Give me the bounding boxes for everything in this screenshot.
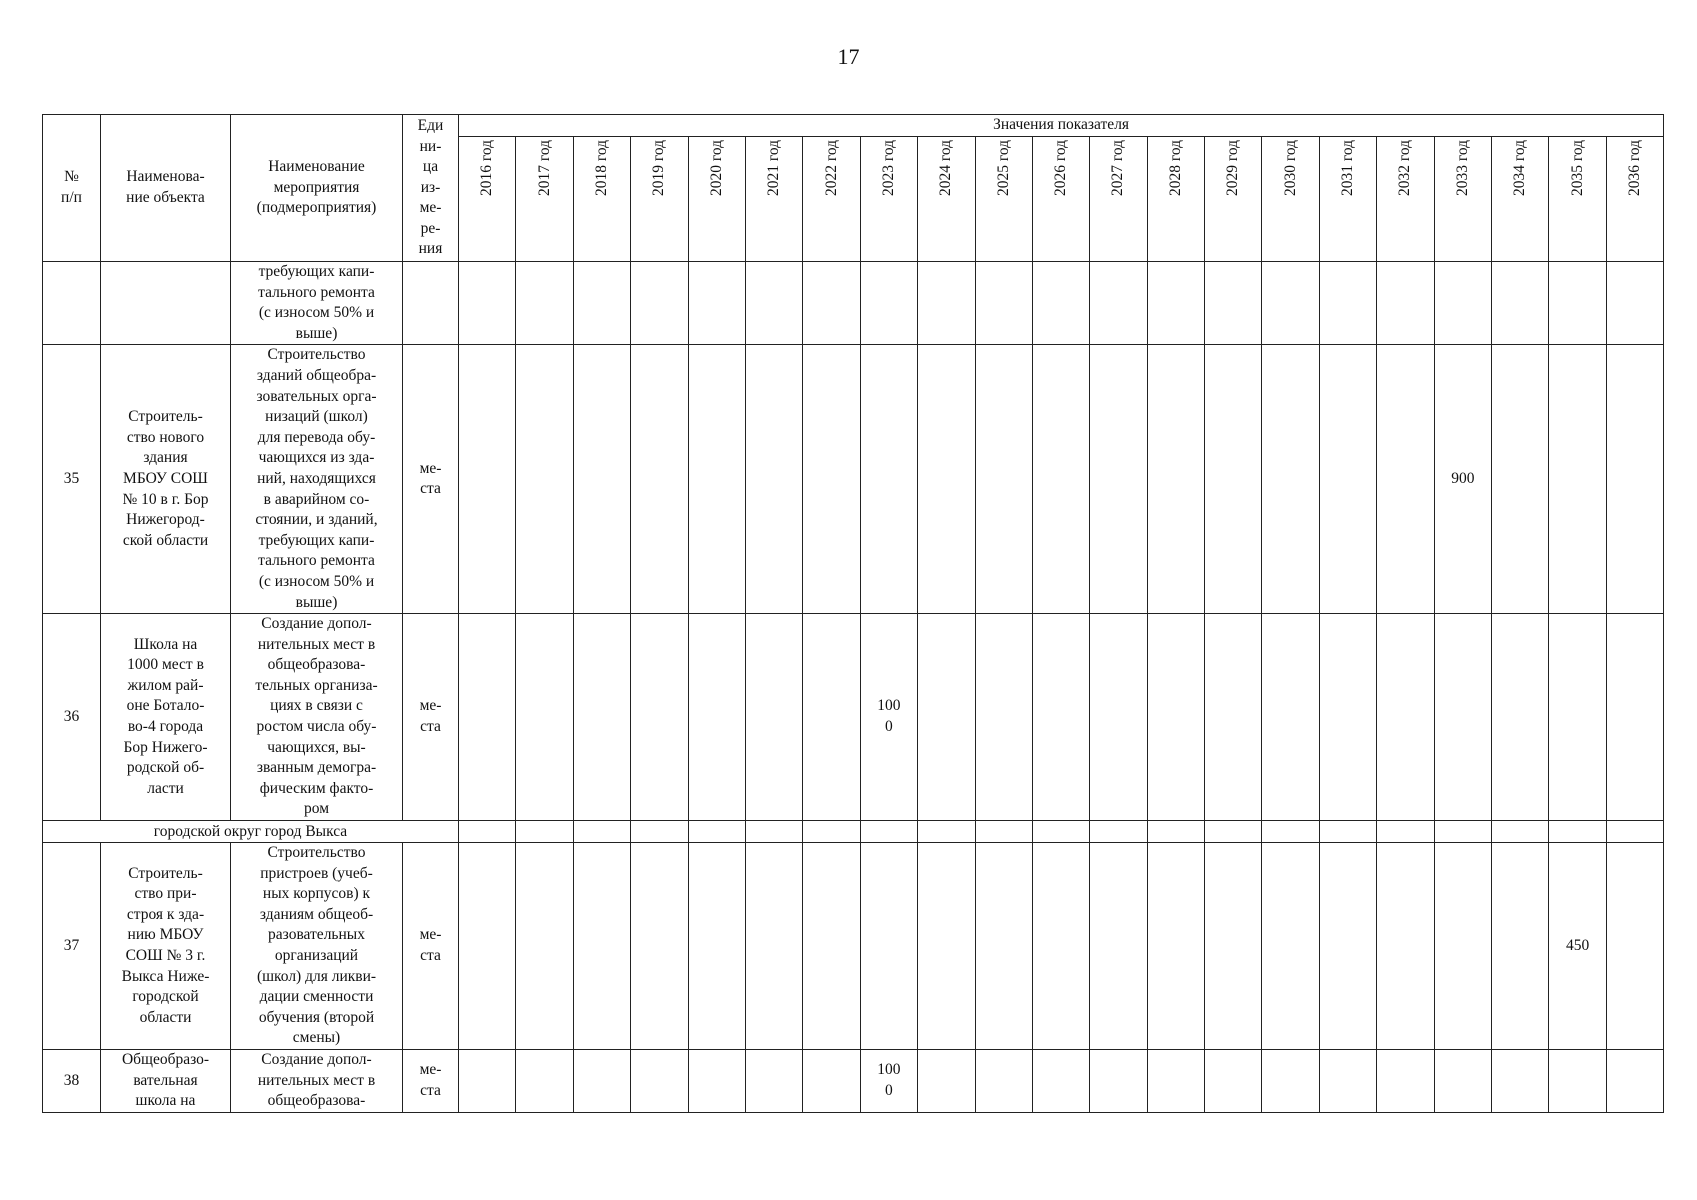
- value-cell: [1032, 345, 1089, 614]
- value-cell: [1492, 843, 1549, 1050]
- value-cell: [1205, 843, 1262, 1050]
- table-row: [43, 345, 1664, 614]
- value-cell: 100 0: [860, 1049, 917, 1112]
- value-cell: [1262, 345, 1319, 614]
- value-cell: [1262, 843, 1319, 1050]
- year-header: [573, 137, 630, 262]
- value-cell: [1147, 614, 1204, 821]
- year-label: 2017 год: [535, 140, 553, 197]
- value-cell: [688, 1049, 745, 1112]
- year-header: [631, 137, 688, 262]
- value-cell: [745, 614, 802, 821]
- value-cell: [860, 843, 917, 1050]
- year-header: [975, 137, 1032, 262]
- value-cell: [688, 843, 745, 1050]
- value-cell: [745, 821, 802, 843]
- value-cell: [1205, 345, 1262, 614]
- year-header: [860, 137, 917, 262]
- row-unit: [403, 262, 459, 345]
- value-cell: [1147, 345, 1204, 614]
- value-cell: [1606, 843, 1663, 1050]
- year-label: 2036 год: [1626, 140, 1643, 197]
- year-header: [745, 137, 802, 262]
- year-label: 2034 год: [1511, 140, 1529, 197]
- year-label: 2021 год: [765, 140, 783, 197]
- value-cell: [573, 262, 630, 345]
- row-unit: ме- ста: [403, 843, 459, 1050]
- value-cell: [1090, 262, 1147, 345]
- year-header: [918, 137, 975, 262]
- value-cell: [573, 843, 630, 1050]
- value-cell: [918, 262, 975, 345]
- value-cell: [803, 821, 860, 843]
- year-header: [1377, 137, 1434, 262]
- value-cell: [1549, 345, 1606, 614]
- value-cell: [688, 345, 745, 614]
- year-header: [803, 137, 860, 262]
- value-cell: [1492, 345, 1549, 614]
- value-cell: [1549, 262, 1606, 345]
- row-event: Создание допол- нительных мест в общеобразова- тельных организа- циях в связи с ростом числа обу- чающихся, вы- званным демогра- фическим факто- ром: [231, 614, 403, 821]
- year-label: 2033 год: [1453, 140, 1471, 197]
- value-cell: [1319, 821, 1376, 843]
- value-cell: [1319, 1049, 1376, 1112]
- value-cell: [1377, 345, 1434, 614]
- value-cell: [688, 821, 745, 843]
- value-cell: [631, 614, 688, 821]
- year-label: 2031 год: [1339, 140, 1357, 197]
- value-cell: [516, 345, 573, 614]
- year-label: 2019 год: [650, 140, 668, 197]
- value-cell: [1492, 262, 1549, 345]
- value-cell: [1262, 614, 1319, 821]
- value-cell: [975, 345, 1032, 614]
- value-cell: [1205, 1049, 1262, 1112]
- value-cell: [573, 821, 630, 843]
- year-label: 2030 год: [1281, 140, 1299, 197]
- year-label: 2028 год: [1166, 140, 1184, 197]
- value-cell: [918, 843, 975, 1050]
- year-label: 2027 год: [1109, 140, 1127, 197]
- value-cell: [459, 843, 516, 1050]
- value-cell: 450: [1549, 843, 1606, 1050]
- value-cell: [1549, 1049, 1606, 1112]
- year-header: [1319, 137, 1376, 262]
- value-cell: [1549, 614, 1606, 821]
- value-cell: [1377, 614, 1434, 821]
- year-header: [1492, 137, 1549, 262]
- value-cell: [1377, 843, 1434, 1050]
- year-header: [1032, 137, 1089, 262]
- year-header: [1205, 137, 1262, 262]
- year-label: 2035 год: [1568, 140, 1586, 197]
- value-cell: [1032, 843, 1089, 1050]
- year-label: 2026 год: [1052, 140, 1070, 197]
- value-cell: [1606, 821, 1663, 843]
- value-cell: [1147, 821, 1204, 843]
- value-cell: [1032, 262, 1089, 345]
- value-cell: [918, 821, 975, 843]
- year-label: 2020 год: [707, 140, 725, 197]
- value-cell: [631, 843, 688, 1050]
- table-header: [43, 115, 1664, 262]
- value-cell: [975, 614, 1032, 821]
- row-num: 36: [43, 614, 101, 821]
- row-num: 37: [43, 843, 101, 1050]
- value-cell: [803, 843, 860, 1050]
- value-cell: [631, 1049, 688, 1112]
- value-cell: [516, 614, 573, 821]
- row-num: [43, 262, 101, 345]
- value-cell: [975, 821, 1032, 843]
- value-cell: [918, 614, 975, 821]
- table-body: [43, 262, 1664, 1113]
- value-cell: [1434, 1049, 1491, 1112]
- value-cell: [459, 262, 516, 345]
- table-row: [43, 843, 1664, 1050]
- value-cell: [1147, 262, 1204, 345]
- value-cell: [1434, 821, 1491, 843]
- value-cell: [1492, 821, 1549, 843]
- year-label: 2022 год: [822, 140, 840, 197]
- value-cell: [918, 345, 975, 614]
- page-number: 17: [837, 44, 860, 69]
- year-header: [1147, 137, 1204, 262]
- year-header: [459, 137, 516, 262]
- value-cell: [1147, 1049, 1204, 1112]
- value-cell: [1090, 345, 1147, 614]
- value-cell: [631, 262, 688, 345]
- value-cell: [1147, 843, 1204, 1050]
- row-event: требующих капи- тального ремонта (с износом 50% и выше): [231, 262, 403, 345]
- table-row: [43, 262, 1664, 345]
- year-label: 2016 год: [478, 140, 496, 197]
- year-header: [688, 137, 745, 262]
- value-cell: [1319, 843, 1376, 1050]
- year-header: [1434, 137, 1491, 262]
- value-cell: [1205, 821, 1262, 843]
- value-cell: [1319, 345, 1376, 614]
- value-cell: [975, 1049, 1032, 1112]
- value-cell: [1492, 1049, 1549, 1112]
- row-event: Строительство зданий общеобра- зовательных орга- низаций (школ) для перевода обу- чающихся из зда- ний, находящихся в аварийном со- стоянии, и зданий, требующих капи- тального ремонта (с износом 50% и выше): [231, 345, 403, 614]
- row-object: [101, 262, 231, 345]
- year-label: 2018 год: [592, 140, 610, 197]
- value-cell: [688, 614, 745, 821]
- row-object: Школа на 1000 мест в жилом рай- оне Ботало- во-4 города Бор Нижего- родской об- ласти: [101, 614, 231, 821]
- row-event: Создание допол- нительных мест в общеобразова-: [231, 1049, 403, 1112]
- row-num: 38: [43, 1049, 101, 1112]
- value-cell: [1205, 262, 1262, 345]
- year-header: [1262, 137, 1319, 262]
- value-cell: [1377, 262, 1434, 345]
- year-label: 2025 год: [994, 140, 1012, 197]
- year-header: [1090, 137, 1147, 262]
- value-cell: [1434, 614, 1491, 821]
- value-cell: [459, 1049, 516, 1112]
- year-header: [1606, 137, 1663, 262]
- row-object: Строитель- ство нового здания МБОУ СОШ № 10 в г. Бор Нижегород- ской области: [101, 345, 231, 614]
- value-cell: [1032, 614, 1089, 821]
- value-cell: [459, 345, 516, 614]
- value-cell: [573, 614, 630, 821]
- value-cell: 100 0: [860, 614, 917, 821]
- value-cell: [573, 1049, 630, 1112]
- value-cell: [1090, 821, 1147, 843]
- value-cell: [459, 614, 516, 821]
- value-cell: [1262, 821, 1319, 843]
- value-cell: [1319, 614, 1376, 821]
- value-cell: [1434, 262, 1491, 345]
- value-cell: [516, 821, 573, 843]
- value-cell: [1606, 1049, 1663, 1112]
- value-cell: [1032, 1049, 1089, 1112]
- value-cell: [1090, 843, 1147, 1050]
- value-cell: [860, 262, 917, 345]
- row-unit: ме- ста: [403, 345, 459, 614]
- value-cell: [631, 821, 688, 843]
- year-label: 2023 год: [879, 140, 897, 197]
- value-cell: [1262, 262, 1319, 345]
- value-cell: [1090, 1049, 1147, 1112]
- value-cell: [459, 821, 516, 843]
- value-cell: [1434, 843, 1491, 1050]
- value-cell: [745, 843, 802, 1050]
- value-cell: [918, 1049, 975, 1112]
- value-cell: [1090, 614, 1147, 821]
- value-cell: [516, 843, 573, 1050]
- value-cell: [688, 262, 745, 345]
- row-unit: ме- ста: [403, 1049, 459, 1112]
- indicator-table: [42, 114, 1664, 1113]
- value-cell: [975, 262, 1032, 345]
- table-row: [43, 1049, 1664, 1112]
- row-event: Строительство пристроев (учеб- ных корпусов) к зданиям общеоб- разовательных организаций (школ) для ликви- дации сменности обучения (второй смены): [231, 843, 403, 1050]
- value-cell: [975, 843, 1032, 1050]
- header-event: Наименование мероприятия (подмероприятия): [231, 115, 403, 262]
- section-title: городской округ город Выкса: [43, 821, 459, 843]
- year-label: 2024 год: [937, 140, 955, 197]
- value-cell: [803, 1049, 860, 1112]
- value-cell: [631, 345, 688, 614]
- year-label: 2029 год: [1224, 140, 1242, 197]
- value-cell: [745, 345, 802, 614]
- header-unit: Еди ни- ца из- ме- ре- ния: [403, 115, 459, 262]
- header-num: № п/п: [43, 115, 101, 262]
- value-cell: [1032, 821, 1089, 843]
- value-cell: [573, 345, 630, 614]
- row-unit: ме- ста: [403, 614, 459, 821]
- value-cell: [1606, 262, 1663, 345]
- year-header: [516, 137, 573, 262]
- value-cell: [860, 821, 917, 843]
- value-cell: [1205, 614, 1262, 821]
- value-cell: [1549, 821, 1606, 843]
- section-row: [43, 821, 1664, 843]
- header-object: Наименова- ние объекта: [101, 115, 231, 262]
- year-header: [1549, 137, 1606, 262]
- table-row: [43, 614, 1664, 821]
- value-cell: [803, 614, 860, 821]
- value-cell: [1377, 1049, 1434, 1112]
- header-values: Значения показателя: [459, 115, 1664, 137]
- year-label: 2032 год: [1396, 140, 1414, 197]
- value-cell: [1606, 345, 1663, 614]
- row-object: Общеобразо- вательная школа на: [101, 1049, 231, 1112]
- row-num: 35: [43, 345, 101, 614]
- value-cell: [803, 262, 860, 345]
- value-cell: [1492, 614, 1549, 821]
- value-cell: [516, 262, 573, 345]
- value-cell: [860, 345, 917, 614]
- value-cell: [516, 1049, 573, 1112]
- value-cell: [1377, 821, 1434, 843]
- row-object: Строитель- ство при- строя к зда- нию МБОУ СОШ № 3 г. Выкса Ниже- городской области: [101, 843, 231, 1050]
- value-cell: [803, 345, 860, 614]
- value-cell: [745, 1049, 802, 1112]
- value-cell: [745, 262, 802, 345]
- value-cell: [1319, 262, 1376, 345]
- value-cell: 900: [1434, 345, 1491, 614]
- value-cell: [1262, 1049, 1319, 1112]
- value-cell: [1606, 614, 1663, 821]
